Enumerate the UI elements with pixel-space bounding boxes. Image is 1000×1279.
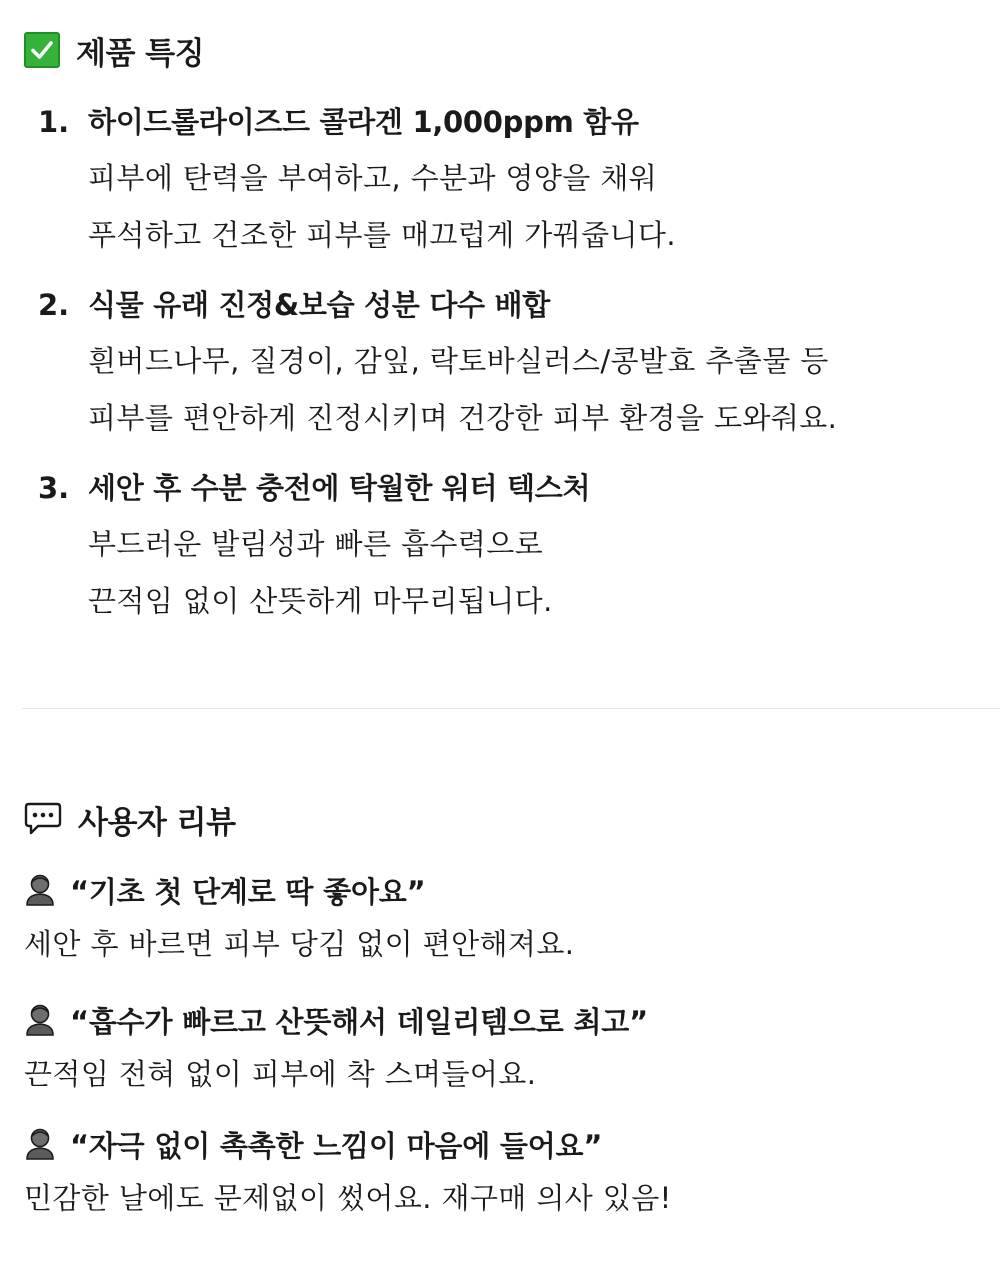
- person-icon: [24, 1127, 56, 1161]
- feature-title: 세안 후 수분 충전에 탁월한 워터 텍스처: [88, 471, 591, 505]
- check-mark-button-icon: [24, 32, 60, 68]
- review-title: “흡수가 빠르고 산뜻해서 데일리템으로 최고”: [70, 1004, 648, 1039]
- review-title: “기초 첫 단계로 딱 좋아요”: [70, 874, 426, 909]
- feature-number: 1.: [38, 105, 70, 139]
- feature-description-line: 푸석하고 건조한 피부를 매끄럽게 가꿔줍니다.: [88, 218, 676, 252]
- review-header: [24, 1122, 602, 1166]
- feature-description-line: 피부를 편안하게 진정시키며 건강한 피부 환경을 도와줘요.: [88, 401, 838, 435]
- review-body: 민감한 날에도 문제없이 썼어요. 재구매 의사 있음!: [24, 1181, 672, 1215]
- review-header: [24, 868, 425, 912]
- review-body: 세안 후 바르면 피부 당김 없이 편안해져요.: [24, 927, 575, 961]
- person-icon: [24, 873, 56, 907]
- review-title: “자극 없이 촉촉한 느낌이 마음에 들어요”: [70, 1128, 603, 1163]
- feature-title: 하이드롤라이즈드 콜라겐 1,000ppm 함유: [88, 105, 639, 139]
- review-body: 끈적임 전혀 없이 피부에 착 스며들어요.: [24, 1057, 537, 1091]
- feature-description-line: 끈적임 없이 산뜻하게 마무리됩니다.: [88, 584, 553, 618]
- feature-number: 3.: [38, 471, 70, 505]
- reviews-heading: 사용자 리뷰: [78, 804, 236, 841]
- person-icon: [24, 1003, 56, 1037]
- section-divider: [22, 708, 1000, 709]
- speech-bubble-icon: [24, 802, 62, 836]
- reviews-header: [24, 797, 236, 841]
- feature-description-line: 흰버드나무, 질경이, 감잎, 락토바실러스/콩발효 추출물 등: [88, 344, 829, 378]
- features-header: [24, 28, 204, 72]
- feature-title: 식물 유래 진정&보습 성분 다수 배합: [88, 288, 550, 322]
- feature-description-line: 피부에 탄력을 부여하고, 수분과 영양을 채워: [88, 161, 658, 195]
- feature-number: 2.: [38, 288, 70, 322]
- feature-description-line: 부드러운 발림성과 빠른 흡수력으로: [88, 527, 544, 561]
- features-heading: 제품 특징: [76, 35, 205, 72]
- review-header: [24, 998, 648, 1042]
